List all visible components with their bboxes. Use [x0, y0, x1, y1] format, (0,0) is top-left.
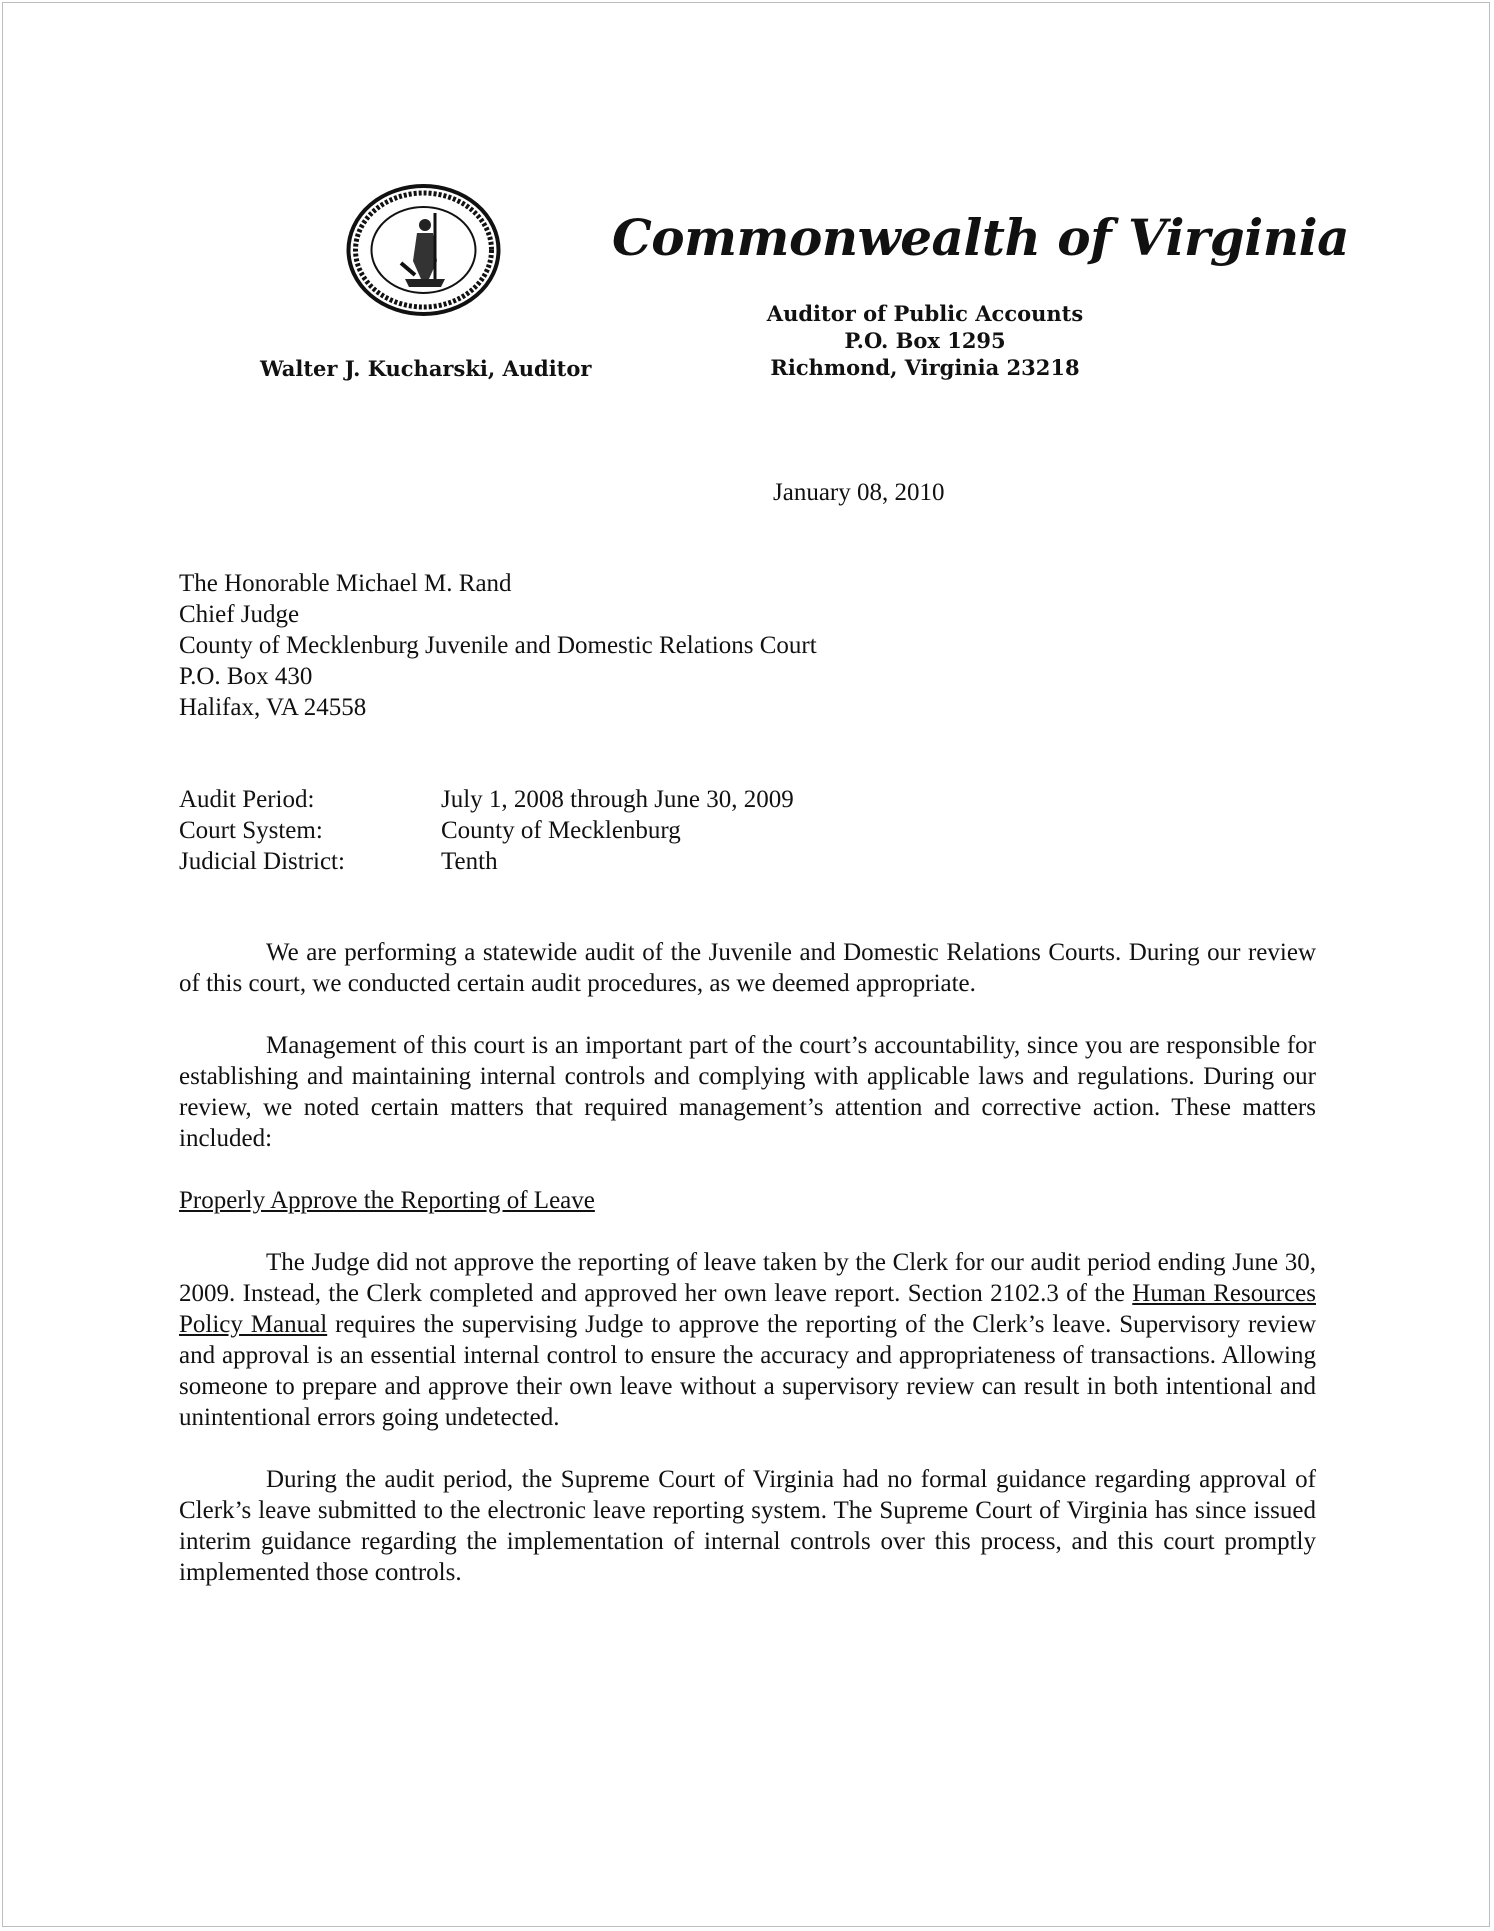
audit-info-value: County of Mecklenburg [441, 817, 681, 844]
office-name: Auditor of Public Accounts [766, 301, 1084, 326]
office-address-block [740, 300, 1110, 381]
auditor-name: Walter J. Kucharski, Auditor [260, 356, 592, 381]
addressee-title: Chief Judge [179, 601, 300, 628]
audit-info-block [179, 784, 794, 877]
addressee-name: The Honorable Michael M. Rand [179, 570, 512, 597]
addressee-court: County of Mecklenburg Juvenile and Domestic Relations Court [179, 632, 817, 659]
body-paragraph: Management of this court is an important part of the court’s accountability, since you are responsible for establishing and maintaining internal controls and complying with applicable laws and regulations. During our review, we noted certain matters that required management’s attention and corrective action. These matters included: [179, 1032, 1316, 1152]
audit-info-value: July 1, 2008 through June 30, 2009 [441, 786, 794, 813]
audit-info-row [179, 815, 794, 846]
letterhead-title: Commonwealth of Virginia [612, 208, 1349, 267]
audit-info-label: Audit Period: [179, 786, 315, 813]
body-text: requires the supervising Judge to approve the reporting of the Clerk’s leave. Supervisory review and approval is an essential internal control to ensure the accuracy and appropriateness of transactions. Allowing someone to prepare and approve their own leave without a supervisory review can result in both intentional and unintentional errors going undetected. [179, 1311, 1316, 1431]
virginia-state-seal-icon [345, 183, 502, 317]
manual-title: Human Resources Policy Manual [179, 1280, 1316, 1338]
audit-info-label: Court System: [179, 817, 323, 844]
office-city: Richmond, Virginia 23218 [770, 355, 1080, 380]
audit-info-row [179, 784, 794, 815]
audit-info-label: Judicial District: [179, 848, 345, 875]
audit-info-value: Tenth [441, 848, 498, 875]
body-paragraph: We are performing a statewide audit of the Juvenile and Domestic Relations Courts. During our review of this court, we conducted certain audit procedures, as we deemed appropriate. [179, 939, 1316, 997]
letter-date: January 08, 2010 [773, 479, 945, 506]
addressee-po-box: P.O. Box 430 [179, 663, 313, 690]
body-paragraph [179, 1247, 1316, 1433]
audit-info-row [179, 846, 794, 877]
section-heading: Properly Approve the Reporting of Leave [179, 1187, 595, 1214]
body-text: The Judge did not approve the reporting of leave taken by the Clerk for our audit period ending June 30, 2009. Instead, the Clerk completed and approved her own leave report. Section 2102.3 of the [179, 1249, 1316, 1307]
office-po-box: P.O. Box 1295 [844, 328, 1006, 353]
addressee-block [179, 568, 817, 723]
body-paragraph: During the audit period, the Supreme Court of Virginia had no formal guidance regarding approval of Clerk’s leave submitted to the electronic leave reporting system. The Supreme Court of Virginia has since issued interim guidance regarding the implementation of internal controls over this process, and this court promptly implemented those controls. [179, 1466, 1316, 1586]
addressee-city: Halifax, VA 24558 [179, 694, 367, 721]
letter-body [179, 937, 1316, 1619]
